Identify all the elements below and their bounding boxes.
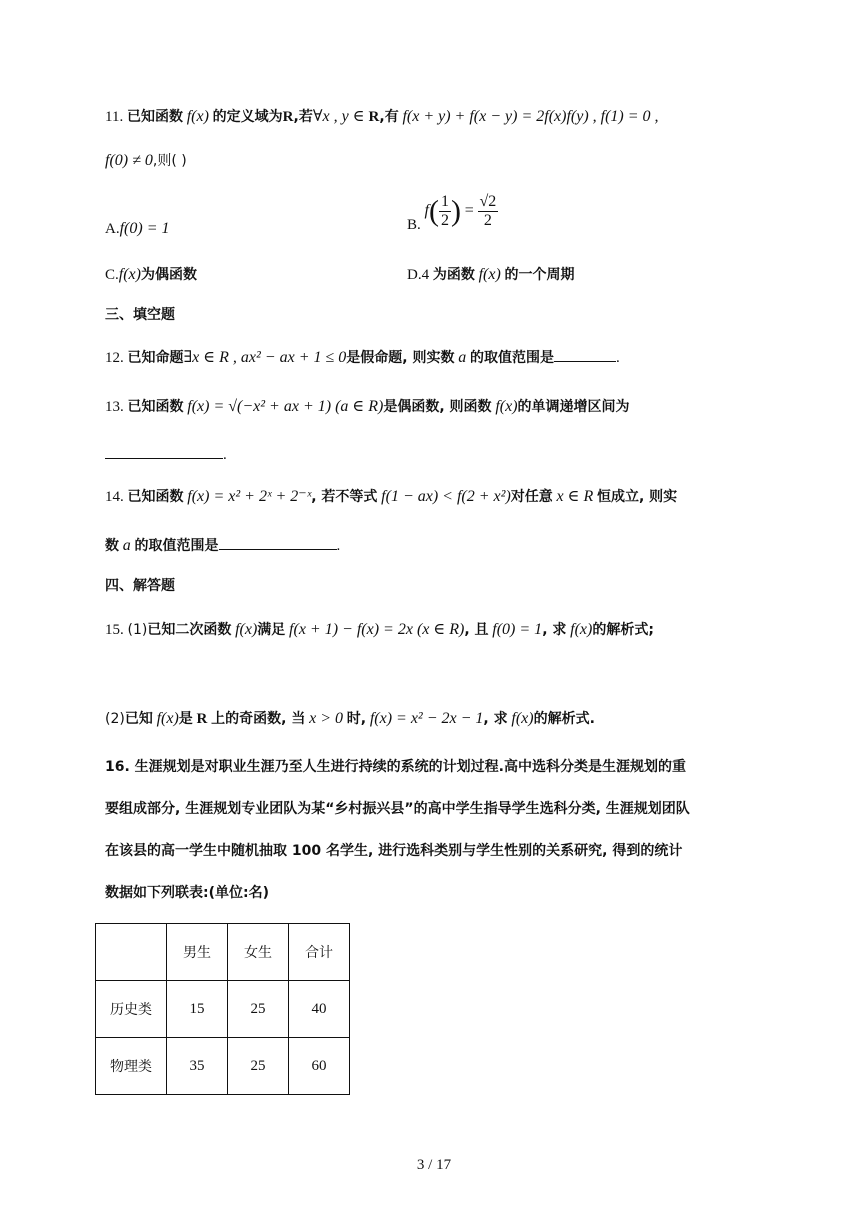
q14-text4: 恒成立, 则实 xyxy=(596,489,678,505)
q15-number: 15. xyxy=(105,622,124,638)
q11-f0-condition: f(0) ≠ 0 xyxy=(105,152,153,169)
q13-number: 13. xyxy=(105,399,124,415)
option-b-rparen: ) xyxy=(450,194,461,228)
q15-part2-condition: x > 0 xyxy=(309,710,343,727)
q14-line2-text2: 的取值范围是 xyxy=(134,538,219,554)
q15-part2-fx: f(x) xyxy=(156,710,179,727)
table-row-label: 历史类 xyxy=(96,981,167,1038)
q15-part2-text2: 是 xyxy=(178,711,193,727)
option-b-arg-num: 1 xyxy=(440,193,449,210)
table-cell: 40 xyxy=(289,981,350,1038)
q14-line2-text1: 数 xyxy=(105,538,119,554)
option-b-lparen: ( xyxy=(428,194,439,228)
option-a-math: f(0) = 1 xyxy=(119,220,170,237)
q13-fx: f(x) xyxy=(495,398,518,415)
q14-x-in-r: x ∈ R xyxy=(556,488,594,505)
q13-line2 xyxy=(105,444,227,466)
q13-text2: 是偶函数, 则函数 xyxy=(383,399,492,415)
option-b-value-fraction xyxy=(478,193,499,230)
table-header-cell: 男生 xyxy=(167,924,228,981)
option-b-value-num: √2 xyxy=(479,193,497,210)
q12-math: ∃x ∈ R , ax² − ax + 1 ≤ 0 xyxy=(183,349,347,366)
q15-part2-text3: 上的奇函数, 当 xyxy=(211,711,306,727)
option-c-math: f(x) xyxy=(118,266,141,283)
q13-line1 xyxy=(105,396,630,418)
q14-number: 14. xyxy=(105,489,124,505)
table-cell: 15 xyxy=(167,981,228,1038)
option-d xyxy=(407,264,575,284)
q15-part2-R: R xyxy=(196,711,208,727)
q14-inequality: f(1 − ax) < f(2 + x²) xyxy=(381,488,511,505)
q15-part2-text4: 时, xyxy=(346,711,367,727)
q11-line1 xyxy=(105,106,659,128)
option-b-arg-fraction xyxy=(439,193,451,230)
q15-part2-text1: 已知 xyxy=(124,711,153,727)
q12-end: . xyxy=(615,350,620,366)
option-b-equals: = xyxy=(464,201,474,219)
q12-a: a xyxy=(458,349,467,366)
option-c xyxy=(105,264,197,284)
q11-line2 xyxy=(105,150,187,172)
q15-part2-text6: 的解析式. xyxy=(533,711,595,727)
q11-text3: ,若 xyxy=(293,109,313,125)
q16-line2: 要组成部分, 生涯规划专业团队为某“乡村振兴县”的高中学生指导学生选科分类, 生涯规划团队 xyxy=(105,801,690,817)
table-row xyxy=(96,981,350,1038)
q11-forall: ∀x , y ∈ xyxy=(312,108,369,125)
q14-answer-blank[interactable] xyxy=(219,535,337,550)
contingency-table xyxy=(95,923,350,1095)
q15-part1-label: (1) xyxy=(127,622,148,638)
q16-line1: 16. 生涯规划是对职业生涯乃至人生进行持续的系统的计划过程.高中选科分类是生涯规划的重 xyxy=(105,759,686,775)
q11-text2: 的定义域为 xyxy=(212,109,283,125)
option-d-math: f(x) xyxy=(478,266,501,283)
option-b-label: B. xyxy=(407,216,421,233)
q11-question-paren: ,则( ) xyxy=(152,153,187,169)
q14-text2: , 若不等式 xyxy=(311,489,378,505)
q12-number: 12. xyxy=(105,350,124,366)
q11-fx: f(x) xyxy=(186,108,209,125)
table-cell: 60 xyxy=(289,1038,350,1095)
q12-answer-blank[interactable] xyxy=(554,347,616,362)
table-header-row xyxy=(96,924,350,981)
q11-text1: 已知函数 xyxy=(126,109,183,125)
q14-line2 xyxy=(105,535,340,557)
q11-R2: R xyxy=(368,109,380,125)
q13-text3: 的单调递增区间为 xyxy=(517,399,630,415)
q14-text3: 对任意 xyxy=(510,489,553,505)
q16-line4: 数据如下列联表:(单位:名) xyxy=(105,885,269,901)
q15-part1-equation: f(x + 1) − f(x) = 2x (x ∈ R) xyxy=(289,621,465,638)
option-b-value-den: 2 xyxy=(483,212,492,229)
table-header-cell xyxy=(96,924,167,981)
option-d-label: D.4 xyxy=(407,267,430,283)
q11-number: 11. xyxy=(105,109,124,125)
q12-text1: 已知命题 xyxy=(127,350,184,366)
q15-part2-equation: f(x) = x² − 2x − 1 xyxy=(369,710,484,727)
option-a xyxy=(105,220,170,238)
q15-part2 xyxy=(105,708,595,730)
option-b-f: f xyxy=(424,201,429,219)
q14-text1: 已知函数 xyxy=(127,489,184,505)
q11-R: R xyxy=(282,109,294,125)
option-b xyxy=(407,193,498,233)
table-cell: 25 xyxy=(228,1038,289,1095)
q15-part1-fx: f(x) xyxy=(235,621,258,638)
q14-a: a xyxy=(122,537,131,554)
q12-line xyxy=(105,347,620,369)
option-d-text2: 的一个周期 xyxy=(504,267,575,283)
q11-equation: f(x + y) + f(x − y) = 2f(x)f(y) , f(1) = 0 , xyxy=(402,108,659,125)
table-cell: 25 xyxy=(228,981,289,1038)
q11-text4: ,有 xyxy=(379,109,399,125)
q14-math: f(x) = x² + 2ˣ + 2⁻ˣ xyxy=(187,488,312,505)
table-cell: 35 xyxy=(167,1038,228,1095)
q15-part2-label: (2) xyxy=(105,711,125,727)
q15-part2-fx2: f(x) xyxy=(511,710,534,727)
q13-end: . xyxy=(223,447,227,463)
q15-part1-text1: 已知二次函数 xyxy=(147,622,232,638)
q13-text1: 已知函数 xyxy=(127,399,184,415)
q15-part1-text4: , 求 xyxy=(542,622,567,638)
table-header-cell: 女生 xyxy=(228,924,289,981)
section-fill-in: 三、填空题 xyxy=(105,307,175,323)
q14-end: . xyxy=(336,538,341,554)
q15-part1-text3: , 且 xyxy=(464,622,489,638)
q12-text3: 的取值范围是 xyxy=(469,350,554,366)
table-row-label: 物理类 xyxy=(96,1038,167,1095)
option-c-text: 为偶函数 xyxy=(140,267,197,283)
q15-part2-text5: , 求 xyxy=(483,711,508,727)
q15-part1-f0: f(0) = 1 xyxy=(492,621,543,638)
q12-text2: 是假命题, 则实数 xyxy=(346,350,455,366)
q13-answer-blank[interactable] xyxy=(105,444,223,459)
q15-part1 xyxy=(105,619,654,641)
option-b-arg-den: 2 xyxy=(440,212,449,229)
section-solutions: 四、解答题 xyxy=(105,578,175,594)
option-a-label: A. xyxy=(105,221,120,237)
q15-part1-text5: 的解析式; xyxy=(592,622,654,638)
q14-line1 xyxy=(105,486,677,508)
table-row xyxy=(96,1038,350,1095)
option-c-label: C. xyxy=(105,267,119,283)
q16-line3: 在该县的高一学生中随机抽取 100 名学生, 进行选科类别与学生性别的关系研究, 得到的统计 xyxy=(105,843,683,859)
q15-part1-text2: 满足 xyxy=(257,622,286,638)
q15-part1-fx2: f(x) xyxy=(570,621,593,638)
table-header-cell: 合计 xyxy=(289,924,350,981)
option-d-text1: 为函数 xyxy=(432,267,475,283)
q13-math: f(x) = √(−x² + ax + 1) (a ∈ R) xyxy=(187,398,384,415)
page-number: 3 / 17 xyxy=(416,1157,452,1173)
